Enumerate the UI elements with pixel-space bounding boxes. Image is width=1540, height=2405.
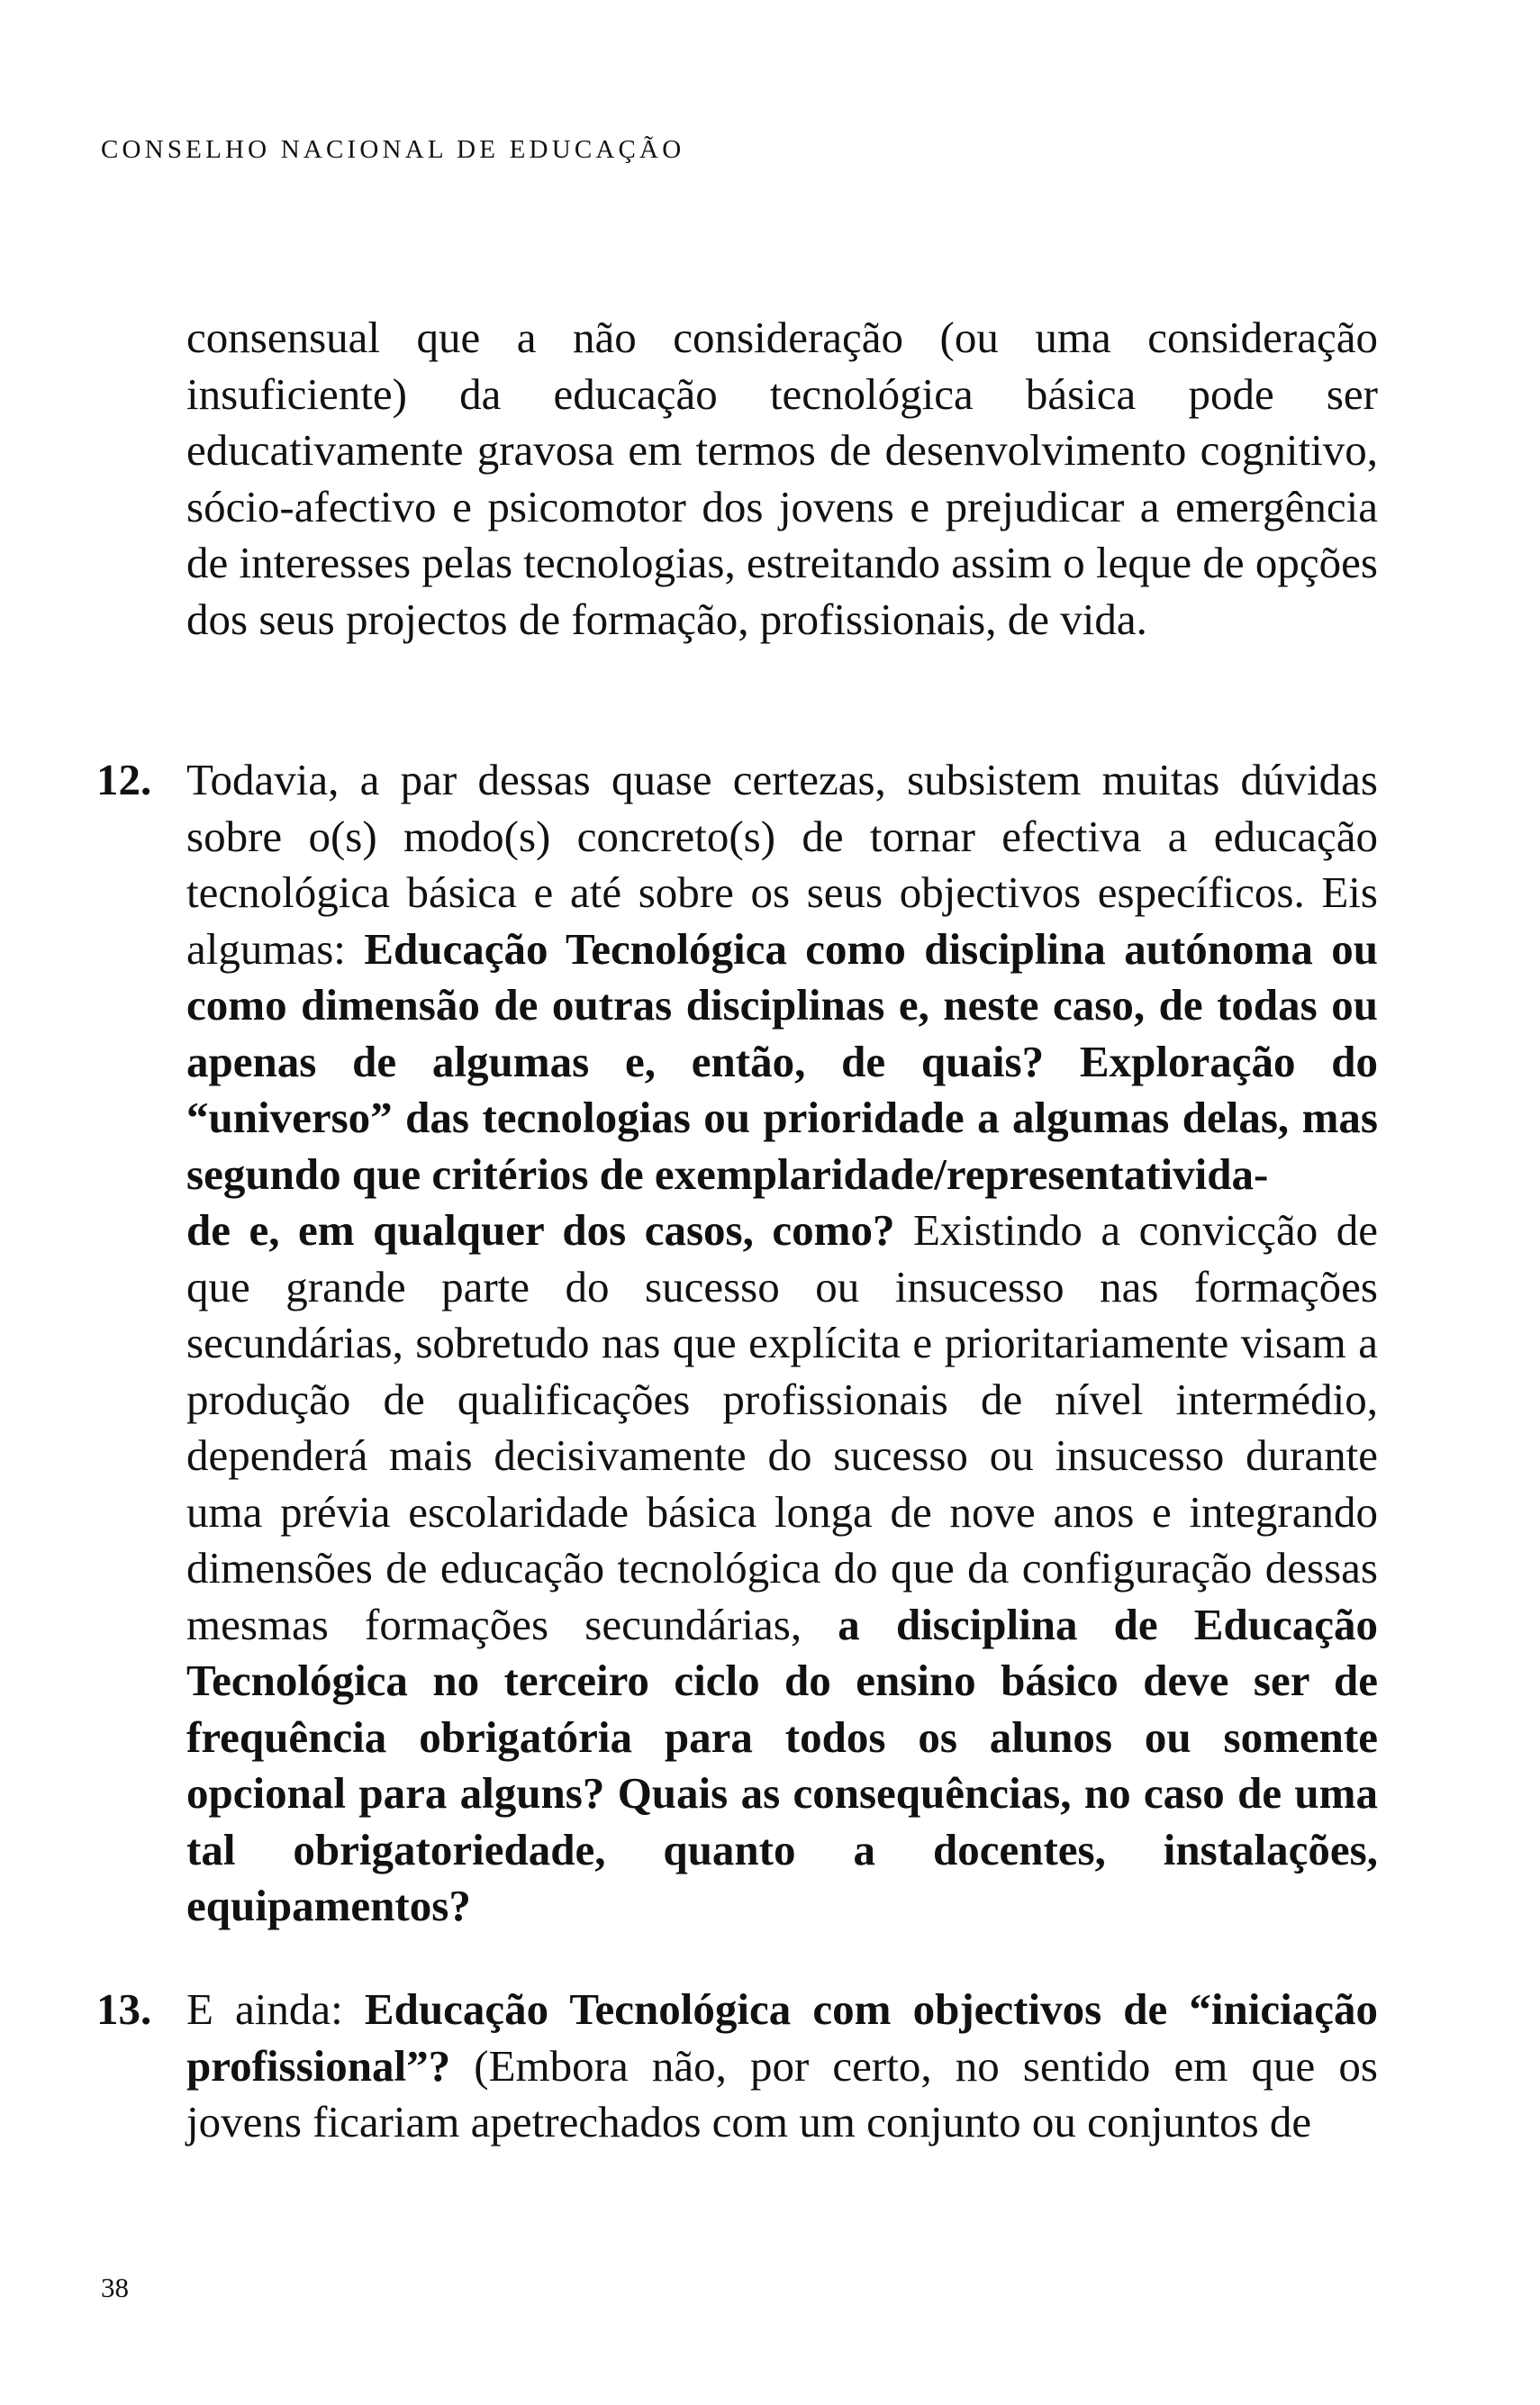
paragraph-number-12: 12. <box>96 755 152 804</box>
paragraph-13 <box>96 1982 1378 2151</box>
paragraph-continuation <box>186 310 1378 648</box>
paragraph-12-text-1: Todavia, a par dessas quase certezas, subsistem muitas dúvidas sobre o(s) modo(s) concreto(s) de tornar efectiva a educação tecnológica básica e até sobre os seus objectivos específicos. Eis algumas: <box>186 755 1378 974</box>
paragraph-12-bold-1: Educação Tecnológica como disciplina autónoma ou como dimensão de outras disciplinas e, neste caso, de todas ou apenas de algumas e, então, de quais? Exploração do “universo” das tecnologias ou prioridade a algumas delas, mas segundo que critérios de exemplaridade/representativida- <box>186 923 1378 1199</box>
paragraph-12-bold-2: a disciplina de Educação Tecnológica no terceiro ciclo do ensino básico deve ser de frequência obrigatória para todos os alunos ou somente opcional para alguns? Quais as consequências, no caso de uma tal obrigatoriedade, quanto a docentes, instalações, equipamentos? <box>186 1599 1378 1930</box>
page-number: 38 <box>101 2272 129 2303</box>
paragraph-13-bold-1: Educação Tecnológica com objectivos de “iniciação profissional”? <box>186 1984 1378 2091</box>
paragraph-continuation-text: consensual que a não consideração (ou uma consideração insuficiente) da educação tecnológica básica pode ser educativamente gravosa em termos de desenvolvimento cognitivo, sócio-afectivo e psicomotor dos jovens e prejudicar a emergência de interesses pelas tecnologias, estreitando assim o leque de opções dos seus projectos de formação, profissionais, de vida. <box>186 313 1378 644</box>
paragraph-12-text-2: Existindo a convicção de que grande parte do sucesso ou insucesso nas formações secundárias, sobretudo nas que explícita e prioritariamente visam a produção de qualificações profissionais de nível intermédio, dependerá mais decisivamente do sucesso ou insucesso durante uma prévia escolaridade básica longa de nove anos e integrando dimensões de educação tecnológica do que da configuração dessas mesmas formações secundárias, <box>186 1205 1378 1649</box>
paragraph-number-13: 13. <box>96 1984 152 2034</box>
running-header: CONSELHO NACIONAL DE EDUCAÇÃO <box>101 135 685 164</box>
paragraph-13-text-2: (Embora não, por certo, no sentido em que os jovens ficariam apetrechados com um conjunto ou conjuntos de <box>186 2040 1378 2146</box>
paragraph-12 <box>96 752 1378 1935</box>
paragraph-13-text-1: E ainda: <box>186 1984 365 2034</box>
paragraph-12-bold-1-end: de e, em qualquer dos casos, como? <box>186 1205 895 1255</box>
